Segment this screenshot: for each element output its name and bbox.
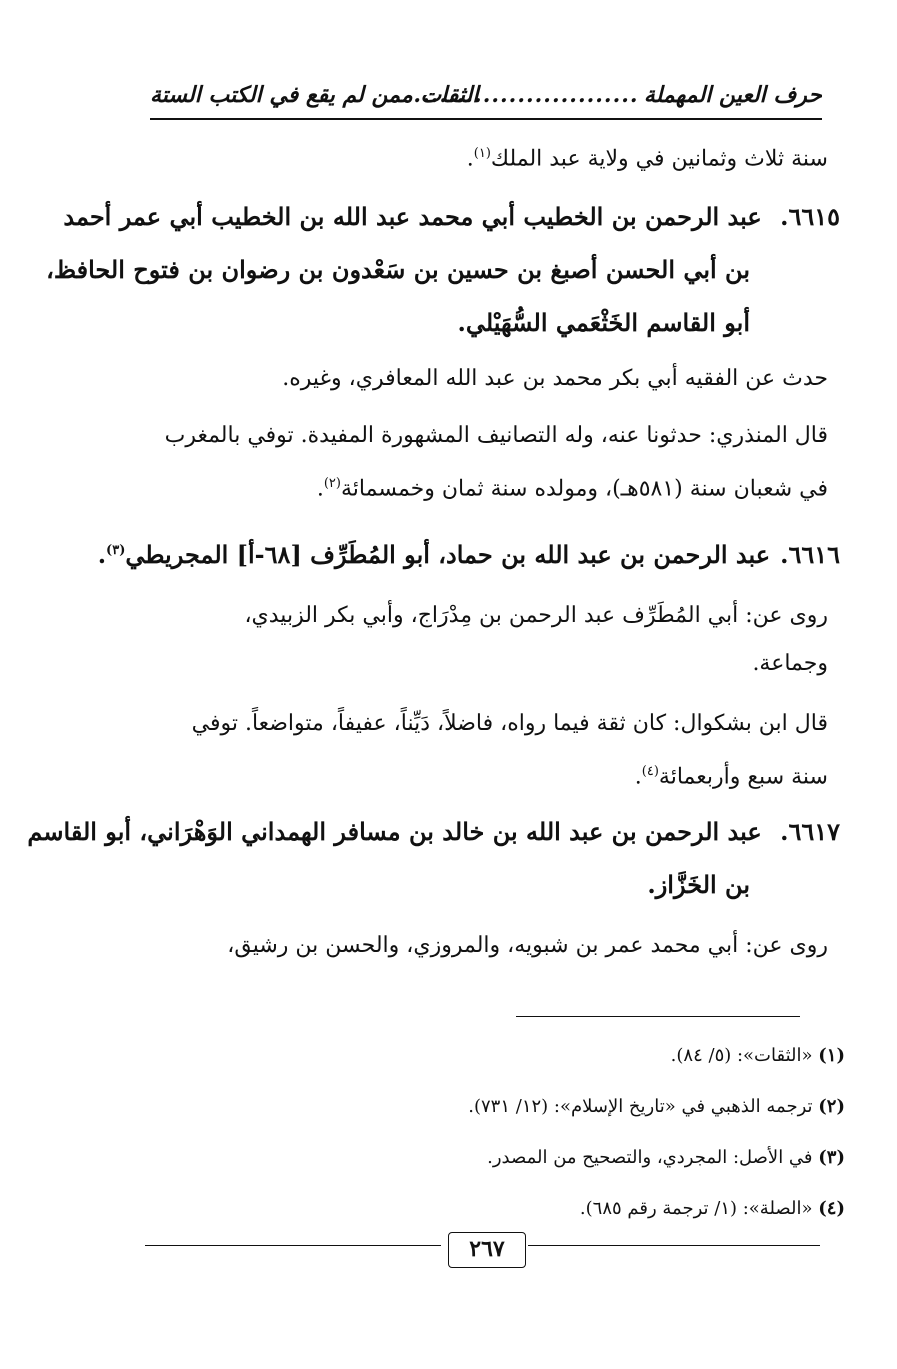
footnote-number: (٣) bbox=[818, 1147, 845, 1168]
footnote-text: ترجمه الذهبي في «تاريخ الإسلام»: (١٢/ ٧٣١). bbox=[468, 1096, 813, 1117]
footnote-separator bbox=[516, 1016, 800, 1017]
paragraph-6615-a: حدث عن الفقيه أبي بكر محمد بن عبد الله المعافري، وغيره. bbox=[282, 366, 828, 391]
footnote-ref-3: (٣) bbox=[106, 543, 126, 558]
footnote-ref-4: (٤) bbox=[641, 764, 659, 779]
bottom-rule-left bbox=[145, 1245, 441, 1246]
paragraph-line-1: قال ابن بشكوال: كان ثقة فيما رواه، فاضلاً، دَيِّناً، عفيفاً، متواضعاً. توفي bbox=[191, 711, 828, 736]
footnote-1 bbox=[300, 1030, 845, 1081]
paragraph-6615-b bbox=[140, 412, 828, 513]
paragraph-line-2: في شعبان سنة (٥٨١هـ)، ومولده سنة ثمان وخمسمائة bbox=[340, 476, 828, 502]
bottom-rule-right bbox=[528, 1245, 820, 1246]
footnote-4 bbox=[300, 1183, 845, 1234]
header-book-title: الثقات ممن لم يقع في الكتب الستة bbox=[150, 82, 479, 108]
entry-number: ٦٦١٧. bbox=[780, 817, 840, 846]
entry-name-line-2: بن أبي الحسن أصبغ بن حسين بن سَعْدون بن رضوان بن فتوح الحافظ، bbox=[46, 255, 750, 284]
header-leader-dots: .......................... bbox=[413, 82, 639, 108]
entry-number: ٦٦١٦. bbox=[780, 540, 840, 569]
entry-name-line-1: عبد الرحمن بن الخطيب أبي محمد عبد الله بن الخطيب أبي عمر أحمد bbox=[63, 202, 762, 231]
footnote-number: (٤) bbox=[818, 1198, 845, 1219]
entry-end: . bbox=[97, 540, 107, 569]
footnote-ref-2: (٢) bbox=[323, 476, 341, 491]
footnote-text: «الثقات»: (٥/ ٨٤). bbox=[670, 1045, 813, 1066]
paragraph-6616-b bbox=[140, 700, 828, 801]
intro-line bbox=[140, 130, 828, 183]
intro-text: سنة ثلاث وثمانين في ولاية عبد الملك bbox=[490, 146, 828, 172]
paragraph-end: . bbox=[634, 764, 642, 790]
header-chapter-title: حرف العين المهملة bbox=[643, 82, 822, 108]
footnote-2 bbox=[300, 1081, 845, 1132]
paragraph-6617-a: روى عن: أبي محمد عمر بن شبويه، والمروزي، والحسن بن رشيق، bbox=[227, 933, 828, 958]
paragraph-end: . bbox=[316, 476, 324, 502]
footnote-number: (١) bbox=[818, 1045, 845, 1066]
running-header bbox=[150, 78, 822, 120]
entry-6617 bbox=[27, 805, 840, 911]
footnote-text: «الصلة»: (١/ ترجمة رقم ٦٨٥). bbox=[579, 1198, 813, 1219]
entry-6616 bbox=[97, 524, 840, 581]
paragraph-6616-a bbox=[140, 592, 828, 688]
intro-end: . bbox=[466, 146, 474, 172]
paragraph-line-1: روى عن: أبي المُطَرِّف عبد الرحمن بن مِدْرَاج، وأبي بكر الزبيدي، bbox=[244, 603, 828, 628]
entry-name-line-3: أبو القاسم الخَثْعَمي السُّهَيْلي. bbox=[457, 308, 750, 337]
footnote-3 bbox=[300, 1132, 845, 1183]
entry-number: ٦٦١٥. bbox=[780, 202, 840, 231]
paragraph-line-2: سنة سبع وأربعمائة bbox=[658, 764, 828, 790]
footnote-ref-1: (١) bbox=[473, 146, 491, 161]
footnote-number: (٢) bbox=[818, 1096, 845, 1117]
page-number: ٢٦٧ bbox=[448, 1232, 526, 1268]
entry-name-line-2: بن الخَزَّاز. bbox=[647, 870, 750, 899]
footnotes bbox=[300, 1030, 845, 1234]
footnote-text: في الأصل: المجردي، والتصحيح من المصدر. bbox=[487, 1147, 813, 1168]
paragraph-line-2: وجماعة. bbox=[752, 651, 828, 676]
entry-6615 bbox=[46, 190, 840, 349]
entry-name-line-1: عبد الرحمن بن عبد الله بن خالد بن مسافر الهمداني الوَهْرَاني، أبو القاسم bbox=[27, 817, 762, 846]
paragraph-line-1: قال المنذري: حدثونا عنه، وله التصانيف المشهورة المفيدة. توفي بالمغرب bbox=[164, 423, 828, 448]
entry-name: عبد الرحمن بن عبد الله بن حماد، أبو المُطَرِّف [٦٨-أ] المجريطي bbox=[125, 540, 771, 569]
